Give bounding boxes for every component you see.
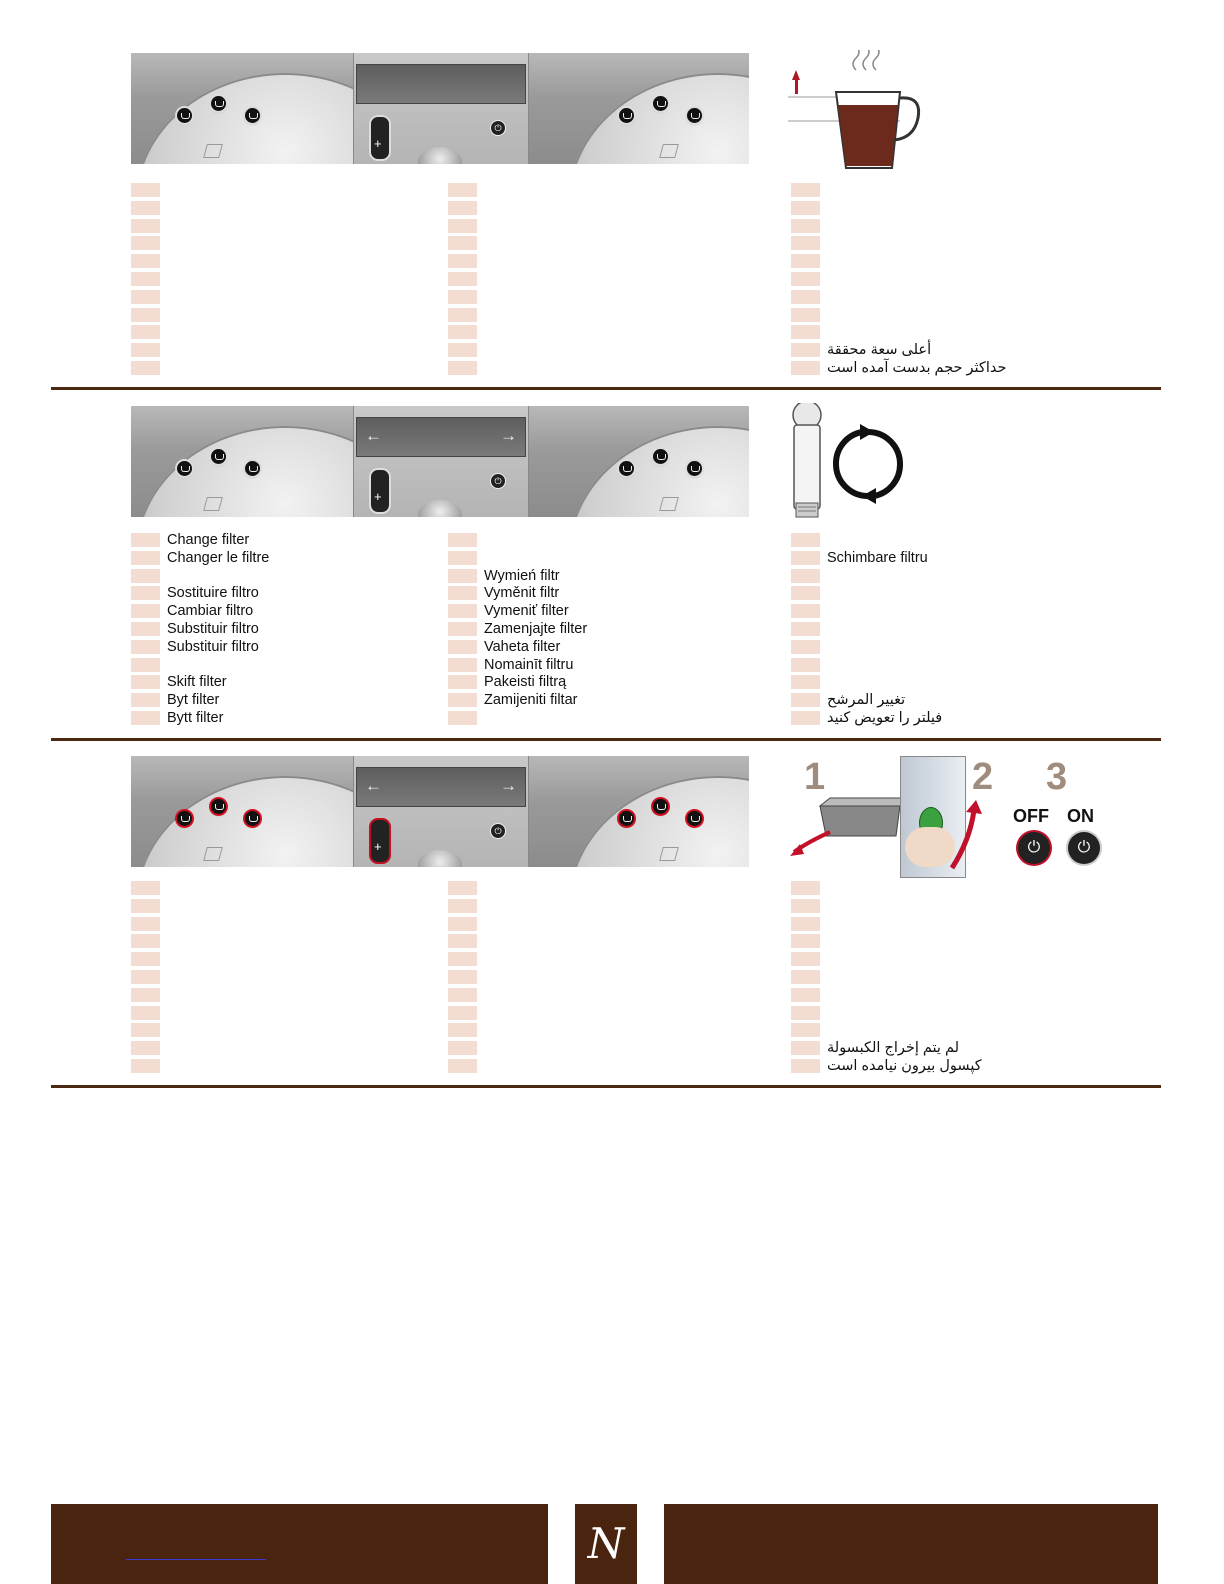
translation-text: Byt filter [167, 692, 220, 709]
translation-text: لم يتم إخراج الكبسولة [827, 1040, 960, 1057]
text-column-2 [448, 879, 748, 1075]
language-swatch [791, 290, 820, 304]
cup-button-icon [245, 461, 260, 476]
language-swatch [791, 308, 820, 322]
language-row [131, 932, 431, 950]
language-swatch [448, 970, 477, 984]
language-row [791, 879, 1091, 897]
cup-button-icon [687, 461, 702, 476]
translation-text: Zamenjajte filter [484, 620, 588, 637]
language-swatch [131, 1059, 160, 1073]
language-swatch [791, 622, 820, 636]
language-row [131, 1039, 431, 1057]
language-swatch [791, 881, 820, 895]
language-row [791, 709, 1091, 727]
arrow-right-icon: → [500, 776, 517, 795]
language-swatch [448, 236, 477, 250]
language-row [131, 181, 431, 199]
language-row [131, 1004, 431, 1022]
control-center [353, 756, 529, 867]
section-divider [51, 1085, 1161, 1088]
language-row [791, 584, 1091, 602]
language-row [448, 986, 748, 1004]
language-row [791, 950, 1091, 968]
language-row [131, 879, 431, 897]
language-swatch [791, 1059, 820, 1073]
language-swatch [791, 970, 820, 984]
cup-button-icon [211, 799, 226, 814]
language-swatch [448, 1023, 477, 1037]
language-swatch [131, 361, 160, 375]
language-row [448, 1021, 748, 1039]
cup-button-icon [687, 811, 702, 826]
language-row [448, 234, 748, 252]
language-row [448, 549, 748, 567]
language-row [448, 656, 748, 674]
language-row [448, 879, 748, 897]
language-row [448, 199, 748, 217]
language-row [791, 1021, 1091, 1039]
translation-text: Pakeisti filtrą [484, 674, 567, 691]
cup-button-icon [211, 96, 226, 111]
cup-button-icon [177, 461, 192, 476]
language-swatch [131, 236, 160, 250]
power-off-icon: ⏻ [1018, 832, 1050, 864]
language-row [131, 673, 431, 691]
translation-text: Wymień filtr [484, 567, 560, 584]
language-row [791, 897, 1091, 915]
language-row [791, 288, 1091, 306]
cup-button-icon [619, 461, 634, 476]
language-swatch [791, 711, 820, 725]
power-on-icon: ⏻ [1068, 832, 1100, 864]
language-row [448, 897, 748, 915]
language-row [448, 602, 748, 620]
language-swatch [131, 952, 160, 966]
language-swatch [131, 201, 160, 215]
language-swatch [448, 272, 477, 286]
language-row [131, 288, 431, 306]
language-row [448, 1004, 748, 1022]
language-swatch [131, 551, 160, 565]
language-swatch [131, 693, 160, 707]
language-row [131, 567, 431, 585]
language-row [131, 915, 431, 933]
language-row [448, 217, 748, 235]
language-swatch [131, 881, 160, 895]
language-row [131, 1021, 431, 1039]
text-column-2 [448, 181, 748, 377]
language-swatch [791, 934, 820, 948]
language-row [791, 359, 1091, 377]
language-row [791, 691, 1091, 709]
language-row [131, 306, 431, 324]
language-swatch [448, 254, 477, 268]
translation-text: Substituir filtro [167, 620, 259, 637]
cup-button-icon [653, 449, 668, 464]
language-row [131, 897, 431, 915]
display-screen [356, 64, 526, 104]
translation-text: Sostituire filtro [167, 585, 259, 602]
right-dial [568, 776, 749, 867]
language-swatch [131, 183, 160, 197]
language-row [448, 709, 748, 727]
power-icon: ⏻ [490, 473, 506, 489]
language-row [791, 199, 1091, 217]
language-row [448, 341, 748, 359]
language-row [791, 1004, 1091, 1022]
text-column-1 [131, 181, 431, 377]
language-swatch [131, 1041, 160, 1055]
language-swatch [131, 308, 160, 322]
language-swatch [131, 711, 160, 725]
language-row [448, 638, 748, 656]
language-row [791, 602, 1091, 620]
language-swatch [448, 952, 477, 966]
translation-text: فیلتر را تعویض کنید [827, 709, 943, 726]
cup-button-icon [245, 108, 260, 123]
language-row [131, 602, 431, 620]
cup-button-icon [177, 811, 192, 826]
language-row [448, 673, 748, 691]
language-swatch [791, 201, 820, 215]
language-swatch [791, 917, 820, 931]
language-row [448, 181, 748, 199]
language-swatch [791, 219, 820, 233]
translation-text: کپسول بیرون نیامده است [827, 1057, 982, 1074]
language-swatch [131, 970, 160, 984]
language-row [131, 656, 431, 674]
language-swatch [791, 658, 820, 672]
step-1-number: 1 [804, 756, 826, 798]
language-row [131, 323, 431, 341]
control-center [353, 406, 529, 517]
language-row [448, 306, 748, 324]
language-swatch [448, 881, 477, 895]
right-dial [568, 73, 749, 164]
language-row [131, 234, 431, 252]
language-swatch [791, 899, 820, 913]
translation-text: Changer le filtre [167, 549, 270, 566]
text-column-1 [131, 879, 431, 1075]
language-swatch [791, 569, 820, 583]
arrow-left-icon: ← [365, 776, 382, 795]
language-swatch [791, 236, 820, 250]
translation-text: حداكثر حجم بدست آمده است [827, 359, 1007, 376]
cup-button-icon [211, 449, 226, 464]
cup-max-level-icon [788, 50, 928, 172]
language-swatch [131, 272, 160, 286]
translation-text: Skift filter [167, 674, 227, 691]
language-swatch [131, 988, 160, 1002]
step-3-number: 3 [1046, 756, 1068, 798]
language-row [131, 1057, 431, 1075]
language-swatch [791, 551, 820, 565]
language-row [448, 359, 748, 377]
language-row [131, 341, 431, 359]
language-swatch [791, 1023, 820, 1037]
control-center [353, 53, 529, 164]
language-row [791, 638, 1091, 656]
text-column-3 [791, 879, 1091, 1075]
language-swatch [448, 183, 477, 197]
language-row [791, 968, 1091, 986]
power-icon: ⏻ [490, 823, 506, 839]
language-swatch [448, 201, 477, 215]
language-row [791, 549, 1091, 567]
language-row [131, 638, 431, 656]
language-row [791, 234, 1091, 252]
language-row [131, 531, 431, 549]
language-swatch [448, 604, 477, 618]
language-swatch [791, 586, 820, 600]
language-row [791, 1057, 1091, 1075]
language-swatch [791, 604, 820, 618]
language-row [791, 252, 1091, 270]
language-swatch [448, 622, 477, 636]
language-row [131, 968, 431, 986]
translation-text: Schimbare filtru [827, 549, 928, 566]
on-label: ON [1067, 806, 1094, 826]
language-row [131, 549, 431, 567]
language-row [131, 199, 431, 217]
language-swatch [131, 675, 160, 689]
language-row [131, 217, 431, 235]
language-swatch [448, 711, 477, 725]
arrow-right-icon: → [500, 426, 517, 445]
language-swatch [448, 533, 477, 547]
language-row [448, 567, 748, 585]
right-dial [568, 426, 749, 517]
language-swatch [448, 1059, 477, 1073]
cup-button-icon [245, 811, 260, 826]
language-swatch [448, 988, 477, 1002]
language-row [448, 1039, 748, 1057]
language-row [791, 306, 1091, 324]
language-row [448, 531, 748, 549]
language-row [131, 691, 431, 709]
translation-text: Substituir filtro [167, 638, 259, 655]
language-swatch [791, 361, 820, 375]
language-swatch [131, 899, 160, 913]
language-swatch [791, 952, 820, 966]
language-swatch [131, 934, 160, 948]
translation-text: Nomainīt filtru [484, 656, 574, 673]
nespresso-logo-icon: N [575, 1504, 637, 1584]
language-row [131, 252, 431, 270]
language-row [448, 252, 748, 270]
section-divider [51, 387, 1161, 390]
language-swatch [131, 622, 160, 636]
language-swatch [448, 343, 477, 357]
language-row [791, 270, 1091, 288]
footer-right-band [664, 1504, 1158, 1584]
language-swatch [448, 325, 477, 339]
language-swatch [791, 693, 820, 707]
language-swatch [448, 1006, 477, 1020]
language-row [131, 584, 431, 602]
text-column-3 [791, 531, 1091, 727]
volume-slider: + [369, 115, 391, 161]
cup-button-icon [619, 108, 634, 123]
language-swatch [131, 325, 160, 339]
language-swatch [791, 1006, 820, 1020]
language-swatch [131, 640, 160, 654]
language-swatch [448, 308, 477, 322]
language-row [791, 567, 1091, 585]
language-swatch [131, 343, 160, 357]
language-swatch [131, 604, 160, 618]
cup-button-icon [653, 96, 668, 111]
coffee-spout [418, 500, 462, 517]
language-row [448, 932, 748, 950]
text-column-2 [448, 531, 748, 727]
language-row [791, 531, 1091, 549]
volume-slider: + [369, 818, 391, 864]
language-swatch [791, 640, 820, 654]
language-swatch [131, 917, 160, 931]
translation-text: تغيير المرشح [827, 692, 906, 709]
section-divider [51, 738, 1161, 741]
language-row [448, 270, 748, 288]
language-swatch [131, 658, 160, 672]
language-row [791, 620, 1091, 638]
language-swatch [791, 343, 820, 357]
language-row [791, 181, 1091, 199]
step-2-number: 2 [972, 756, 994, 798]
language-swatch [791, 533, 820, 547]
language-row [448, 968, 748, 986]
machine-panel [131, 756, 749, 867]
language-row [448, 584, 748, 602]
language-row [448, 950, 748, 968]
filter-cartridge-icon [786, 403, 830, 521]
text-column-3 [791, 181, 1091, 377]
off-label: OFF [1013, 806, 1049, 826]
language-row [791, 986, 1091, 1004]
translation-text: Vyměnit filtr [484, 585, 560, 602]
language-swatch [791, 325, 820, 339]
translation-text: Zamijeniti filtar [484, 692, 578, 709]
language-row [131, 709, 431, 727]
language-swatch [131, 290, 160, 304]
language-row [791, 915, 1091, 933]
cup-button-icon [687, 108, 702, 123]
coffee-spout [418, 147, 462, 164]
language-swatch [448, 693, 477, 707]
language-row [448, 323, 748, 341]
language-swatch [131, 569, 160, 583]
language-row [791, 323, 1091, 341]
language-swatch [791, 1041, 820, 1055]
language-swatch [131, 1023, 160, 1037]
display-screen [356, 417, 526, 457]
display-screen [356, 767, 526, 807]
language-swatch [448, 675, 477, 689]
language-swatch [131, 219, 160, 233]
machine-panel [131, 53, 749, 164]
language-swatch [791, 183, 820, 197]
translation-text: Vaheta filter [484, 638, 561, 655]
language-swatch [448, 569, 477, 583]
footer-left-band [51, 1504, 548, 1584]
language-swatch [448, 658, 477, 672]
language-swatch [131, 1006, 160, 1020]
language-row [791, 1039, 1091, 1057]
language-swatch [448, 219, 477, 233]
volume-slider: + [369, 468, 391, 514]
language-swatch [448, 917, 477, 931]
language-row [448, 1057, 748, 1075]
arrow-left-icon: ← [365, 426, 382, 445]
language-swatch [448, 899, 477, 913]
machine-panel [131, 406, 749, 517]
language-row [131, 950, 431, 968]
capsule-eject-icon [790, 756, 1110, 876]
language-swatch [448, 640, 477, 654]
translation-text: Change filter [167, 532, 250, 548]
language-swatch [791, 675, 820, 689]
language-swatch [791, 254, 820, 268]
language-row [448, 288, 748, 306]
language-row [791, 673, 1091, 691]
language-swatch [448, 934, 477, 948]
language-swatch [448, 551, 477, 565]
footer-link-underline [126, 1559, 266, 1560]
language-swatch [131, 586, 160, 600]
language-row [448, 691, 748, 709]
coffee-spout [418, 850, 462, 867]
language-row [448, 620, 748, 638]
language-row [448, 915, 748, 933]
language-row [791, 932, 1091, 950]
language-swatch [448, 361, 477, 375]
translation-text: Vymeniť filter [484, 603, 569, 620]
cup-button-icon [177, 108, 192, 123]
cup-button-icon [653, 799, 668, 814]
language-swatch [131, 254, 160, 268]
language-swatch [448, 290, 477, 304]
language-row [131, 620, 431, 638]
language-swatch [448, 1041, 477, 1055]
power-icon: ⏻ [490, 120, 506, 136]
language-row [131, 359, 431, 377]
refresh-cycle-icon [830, 424, 906, 504]
translation-text: Bytt filter [167, 709, 224, 726]
language-swatch [791, 272, 820, 286]
language-swatch [791, 988, 820, 1002]
language-row [791, 656, 1091, 674]
language-row [791, 341, 1091, 359]
language-swatch [448, 586, 477, 600]
text-column-1 [131, 531, 431, 727]
translation-text: Cambiar filtro [167, 603, 254, 620]
language-row [791, 217, 1091, 235]
translation-text: أعلى سعة محققة [827, 342, 932, 359]
language-swatch [131, 533, 160, 547]
language-row [131, 270, 431, 288]
language-row [131, 986, 431, 1004]
cup-button-icon [619, 811, 634, 826]
